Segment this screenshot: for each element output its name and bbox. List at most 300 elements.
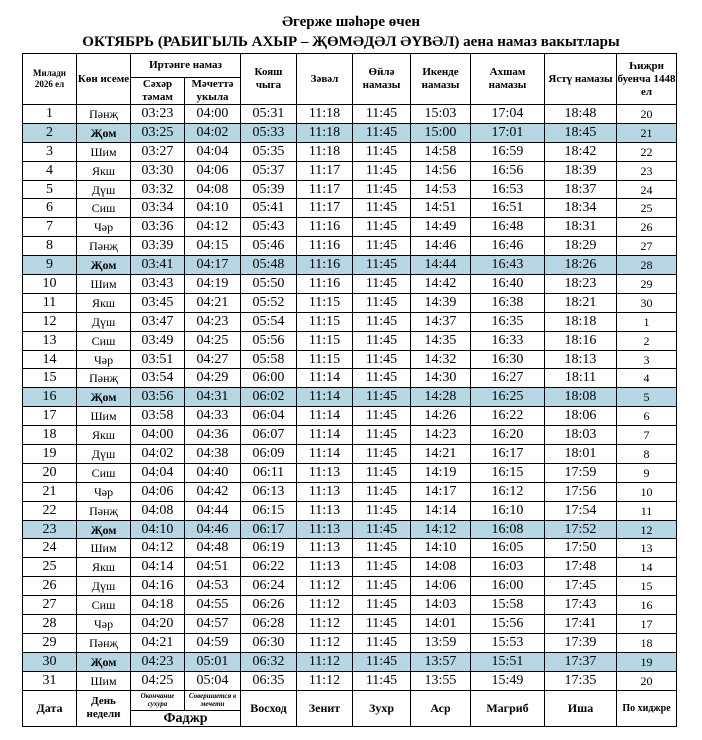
cell-date: 5 xyxy=(23,180,77,199)
cell-asr: 14:58 xyxy=(411,142,471,161)
cell-maghrib: 16:48 xyxy=(471,218,545,237)
cell-mosque: 05:01 xyxy=(185,652,241,671)
cell-day: Сиш xyxy=(77,331,131,350)
cell-suhur: 03:34 xyxy=(131,199,185,218)
cell-maghrib: 16:00 xyxy=(471,577,545,596)
cell-mosque: 04:04 xyxy=(185,142,241,161)
cell-dhuhr: 11:45 xyxy=(353,142,411,161)
cell-suhur: 03:36 xyxy=(131,218,185,237)
cell-zenith: 11:16 xyxy=(297,237,353,256)
cell-zenith: 11:13 xyxy=(297,463,353,482)
header-hijri: Һиҗри буенча 1448 ел xyxy=(617,54,677,105)
cell-day: Дүш xyxy=(77,312,131,331)
cell-sunrise: 05:31 xyxy=(241,105,297,124)
cell-hijri: 1 xyxy=(617,312,677,331)
cell-suhur: 03:49 xyxy=(131,331,185,350)
cell-hijri: 19 xyxy=(617,652,677,671)
cell-zenith: 11:17 xyxy=(297,199,353,218)
cell-sunrise: 05:54 xyxy=(241,312,297,331)
cell-isha: 17:50 xyxy=(545,539,617,558)
cell-suhur: 03:41 xyxy=(131,256,185,275)
cell-suhur: 03:47 xyxy=(131,312,185,331)
header-dhuhr: Өйлә намазы xyxy=(353,54,411,105)
cell-hijri: 20 xyxy=(617,105,677,124)
cell-hijri: 20 xyxy=(617,671,677,690)
cell-asr: 14:42 xyxy=(411,275,471,294)
cell-hijri: 7 xyxy=(617,426,677,445)
cell-zenith: 11:12 xyxy=(297,596,353,615)
cell-day: Шим xyxy=(77,671,131,690)
cell-maghrib: 16:12 xyxy=(471,482,545,501)
cell-mosque: 04:08 xyxy=(185,180,241,199)
cell-day: Шим xyxy=(77,142,131,161)
cell-sunrise: 06:15 xyxy=(241,501,297,520)
cell-zenith: 11:18 xyxy=(297,142,353,161)
cell-day: Чәр xyxy=(77,615,131,634)
cell-isha: 17:59 xyxy=(545,463,617,482)
cell-suhur: 04:04 xyxy=(131,463,185,482)
cell-mosque: 04:57 xyxy=(185,615,241,634)
cell-isha: 17:37 xyxy=(545,652,617,671)
header-zenith: Зәвәл xyxy=(297,54,353,105)
cell-mosque: 04:19 xyxy=(185,275,241,294)
cell-sunrise: 06:07 xyxy=(241,426,297,445)
cell-asr: 14:17 xyxy=(411,482,471,501)
table-row xyxy=(23,388,677,407)
cell-hijri: 16 xyxy=(617,596,677,615)
table-row xyxy=(23,596,677,615)
cell-asr: 15:00 xyxy=(411,123,471,142)
cell-hijri: 26 xyxy=(617,218,677,237)
cell-suhur: 03:23 xyxy=(131,105,185,124)
cell-sunrise: 05:37 xyxy=(241,161,297,180)
cell-day: Чәр xyxy=(77,350,131,369)
cell-mosque: 04:29 xyxy=(185,369,241,388)
cell-mosque: 04:17 xyxy=(185,256,241,275)
cell-day: Чәр xyxy=(77,482,131,501)
cell-date: 2 xyxy=(23,123,77,142)
cell-maghrib: 16:33 xyxy=(471,331,545,350)
cell-date: 23 xyxy=(23,520,77,539)
header-day: Көн исеме xyxy=(77,54,131,105)
cell-maghrib: 16:46 xyxy=(471,237,545,256)
cell-maghrib: 16:05 xyxy=(471,539,545,558)
cell-hijri: 29 xyxy=(617,275,677,294)
table-row xyxy=(23,633,677,652)
header-fajr-group: Иртәнге намаз xyxy=(131,54,241,78)
cell-asr: 14:44 xyxy=(411,256,471,275)
cell-mosque: 04:40 xyxy=(185,463,241,482)
cell-suhur: 04:25 xyxy=(131,671,185,690)
cell-sunrise: 05:46 xyxy=(241,237,297,256)
cell-date: 1 xyxy=(23,105,77,124)
cell-day: Шим xyxy=(77,539,131,558)
cell-dhuhr: 11:45 xyxy=(353,312,411,331)
cell-asr: 14:53 xyxy=(411,180,471,199)
cell-zenith: 11:12 xyxy=(297,615,353,634)
cell-sunrise: 06:30 xyxy=(241,633,297,652)
cell-day: Җом xyxy=(77,520,131,539)
cell-hijri: 8 xyxy=(617,445,677,464)
cell-mosque: 04:51 xyxy=(185,558,241,577)
cell-zenith: 11:12 xyxy=(297,577,353,596)
cell-day: Шим xyxy=(77,407,131,426)
cell-isha: 17:48 xyxy=(545,558,617,577)
cell-date: 4 xyxy=(23,161,77,180)
cell-dhuhr: 11:45 xyxy=(353,123,411,142)
cell-maghrib: 16:20 xyxy=(471,426,545,445)
header-isha: Ястү намазы xyxy=(545,54,617,105)
cell-maghrib: 16:08 xyxy=(471,520,545,539)
cell-dhuhr: 11:45 xyxy=(353,520,411,539)
cell-suhur: 04:02 xyxy=(131,445,185,464)
cell-asr: 14:01 xyxy=(411,615,471,634)
cell-isha: 18:08 xyxy=(545,388,617,407)
cell-day: Җом xyxy=(77,652,131,671)
cell-maghrib: 16:53 xyxy=(471,180,545,199)
cell-date: 30 xyxy=(23,652,77,671)
footer-isha: Иша xyxy=(545,690,617,726)
cell-dhuhr: 11:45 xyxy=(353,218,411,237)
cell-mosque: 04:23 xyxy=(185,312,241,331)
cell-date: 21 xyxy=(23,482,77,501)
table-row xyxy=(23,615,677,634)
cell-zenith: 11:14 xyxy=(297,426,353,445)
cell-sunrise: 06:00 xyxy=(241,369,297,388)
cell-isha: 17:52 xyxy=(545,520,617,539)
cell-mosque: 04:53 xyxy=(185,577,241,596)
cell-hijri: 6 xyxy=(617,407,677,426)
cell-maghrib: 15:49 xyxy=(471,671,545,690)
cell-zenith: 11:14 xyxy=(297,445,353,464)
cell-zenith: 11:16 xyxy=(297,275,353,294)
cell-day: Сиш xyxy=(77,199,131,218)
cell-date: 12 xyxy=(23,312,77,331)
cell-day: Җом xyxy=(77,123,131,142)
cell-suhur: 04:00 xyxy=(131,426,185,445)
cell-mosque: 04:55 xyxy=(185,596,241,615)
cell-day: Пәнҗ xyxy=(77,105,131,124)
cell-asr: 14:39 xyxy=(411,293,471,312)
cell-date: 8 xyxy=(23,237,77,256)
cell-zenith: 11:12 xyxy=(297,671,353,690)
cell-mosque: 04:36 xyxy=(185,426,241,445)
cell-maghrib: 16:17 xyxy=(471,445,545,464)
document-title: ОКТЯБРЬ (РАБИГЫЛЬ АХЫР – ҖӨМӘДӘЛ ӘҮВӘЛ) аена намаз вакытлары xyxy=(82,34,620,50)
footer-suhur-end: Окончание сухура xyxy=(131,690,185,710)
table-row xyxy=(23,199,677,218)
cell-hijri: 13 xyxy=(617,539,677,558)
cell-day: Җом xyxy=(77,388,131,407)
cell-asr: 14:51 xyxy=(411,199,471,218)
table-row xyxy=(23,312,677,331)
cell-dhuhr: 11:45 xyxy=(353,369,411,388)
cell-asr: 14:10 xyxy=(411,539,471,558)
cell-suhur: 03:45 xyxy=(131,293,185,312)
cell-hijri: 25 xyxy=(617,199,677,218)
cell-dhuhr: 11:45 xyxy=(353,633,411,652)
cell-mosque: 05:04 xyxy=(185,671,241,690)
cell-zenith: 11:13 xyxy=(297,501,353,520)
cell-dhuhr: 11:45 xyxy=(353,105,411,124)
cell-mosque: 04:38 xyxy=(185,445,241,464)
cell-sunrise: 06:04 xyxy=(241,407,297,426)
cell-isha: 17:45 xyxy=(545,577,617,596)
cell-sunrise: 06:28 xyxy=(241,615,297,634)
header-suhur: Сәхәр тәмам xyxy=(131,78,185,105)
table-row xyxy=(23,445,677,464)
cell-sunrise: 06:35 xyxy=(241,671,297,690)
cell-asr: 14:06 xyxy=(411,577,471,596)
cell-date: 27 xyxy=(23,596,77,615)
cell-dhuhr: 11:45 xyxy=(353,482,411,501)
cell-mosque: 04:33 xyxy=(185,407,241,426)
cell-dhuhr: 11:45 xyxy=(353,161,411,180)
cell-isha: 18:16 xyxy=(545,331,617,350)
cell-hijri: 27 xyxy=(617,237,677,256)
document-subtitle: Әгерже шәһәре өчен xyxy=(281,14,421,30)
cell-zenith: 11:13 xyxy=(297,539,353,558)
cell-isha: 18:03 xyxy=(545,426,617,445)
cell-dhuhr: 11:45 xyxy=(353,275,411,294)
cell-date: 16 xyxy=(23,388,77,407)
table-row xyxy=(23,652,677,671)
cell-date: 3 xyxy=(23,142,77,161)
cell-isha: 18:21 xyxy=(545,293,617,312)
cell-dhuhr: 11:45 xyxy=(353,350,411,369)
cell-isha: 18:01 xyxy=(545,445,617,464)
cell-date: 10 xyxy=(23,275,77,294)
table-row xyxy=(23,331,677,350)
table-row xyxy=(23,407,677,426)
cell-date: 28 xyxy=(23,615,77,634)
cell-hijri: 23 xyxy=(617,161,677,180)
cell-mosque: 04:10 xyxy=(185,199,241,218)
cell-hijri: 14 xyxy=(617,558,677,577)
cell-date: 25 xyxy=(23,558,77,577)
table-body xyxy=(23,105,677,691)
cell-day: Дүш xyxy=(77,445,131,464)
cell-asr: 14:03 xyxy=(411,596,471,615)
cell-hijri: 12 xyxy=(617,520,677,539)
cell-isha: 18:42 xyxy=(545,142,617,161)
cell-isha: 17:43 xyxy=(545,596,617,615)
cell-maghrib: 16:22 xyxy=(471,407,545,426)
cell-suhur: 03:32 xyxy=(131,180,185,199)
cell-dhuhr: 11:45 xyxy=(353,596,411,615)
cell-dhuhr: 11:45 xyxy=(353,615,411,634)
cell-maghrib: 16:51 xyxy=(471,199,545,218)
cell-sunrise: 05:35 xyxy=(241,142,297,161)
cell-zenith: 11:16 xyxy=(297,256,353,275)
cell-isha: 18:29 xyxy=(545,237,617,256)
cell-suhur: 03:25 xyxy=(131,123,185,142)
cell-sunrise: 05:41 xyxy=(241,199,297,218)
table-row xyxy=(23,350,677,369)
cell-day: Шим xyxy=(77,275,131,294)
table-row xyxy=(23,161,677,180)
cell-day: Сиш xyxy=(77,596,131,615)
cell-maghrib: 17:04 xyxy=(471,105,545,124)
table-row xyxy=(23,482,677,501)
cell-dhuhr: 11:45 xyxy=(353,445,411,464)
cell-maghrib: 16:27 xyxy=(471,369,545,388)
cell-zenith: 11:12 xyxy=(297,652,353,671)
cell-date: 24 xyxy=(23,539,77,558)
table-row xyxy=(23,671,677,690)
cell-suhur: 03:58 xyxy=(131,407,185,426)
footer-date: Дата xyxy=(23,690,77,726)
cell-sunrise: 06:26 xyxy=(241,596,297,615)
cell-hijri: 30 xyxy=(617,293,677,312)
cell-sunrise: 05:58 xyxy=(241,350,297,369)
cell-mosque: 04:00 xyxy=(185,105,241,124)
cell-isha: 18:18 xyxy=(545,312,617,331)
cell-suhur: 04:14 xyxy=(131,558,185,577)
prayer-times-table xyxy=(22,53,677,727)
cell-date: 31 xyxy=(23,671,77,690)
cell-isha: 17:39 xyxy=(545,633,617,652)
cell-sunrise: 05:39 xyxy=(241,180,297,199)
cell-isha: 18:26 xyxy=(545,256,617,275)
cell-maghrib: 16:40 xyxy=(471,275,545,294)
cell-isha: 17:41 xyxy=(545,615,617,634)
cell-date: 14 xyxy=(23,350,77,369)
cell-suhur: 04:08 xyxy=(131,501,185,520)
cell-hijri: 24 xyxy=(617,180,677,199)
cell-zenith: 11:15 xyxy=(297,350,353,369)
cell-asr: 14:23 xyxy=(411,426,471,445)
cell-isha: 18:48 xyxy=(545,105,617,124)
cell-hijri: 22 xyxy=(617,142,677,161)
cell-maghrib: 15:56 xyxy=(471,615,545,634)
cell-zenith: 11:17 xyxy=(297,161,353,180)
cell-dhuhr: 11:45 xyxy=(353,463,411,482)
cell-suhur: 04:10 xyxy=(131,520,185,539)
cell-asr: 15:03 xyxy=(411,105,471,124)
cell-suhur: 03:27 xyxy=(131,142,185,161)
cell-suhur: 03:43 xyxy=(131,275,185,294)
cell-dhuhr: 11:45 xyxy=(353,407,411,426)
header-sunrise: Кояш чыга xyxy=(241,54,297,105)
cell-mosque: 04:31 xyxy=(185,388,241,407)
cell-mosque: 04:46 xyxy=(185,520,241,539)
cell-suhur: 03:54 xyxy=(131,369,185,388)
cell-asr: 14:49 xyxy=(411,218,471,237)
cell-hijri: 4 xyxy=(617,369,677,388)
table-row xyxy=(23,275,677,294)
cell-suhur: 04:20 xyxy=(131,615,185,634)
cell-asr: 14:12 xyxy=(411,520,471,539)
cell-day: Якш xyxy=(77,161,131,180)
cell-isha: 18:11 xyxy=(545,369,617,388)
cell-suhur: 04:21 xyxy=(131,633,185,652)
cell-isha: 18:13 xyxy=(545,350,617,369)
cell-date: 17 xyxy=(23,407,77,426)
cell-day: Пәнҗ xyxy=(77,237,131,256)
cell-sunrise: 05:56 xyxy=(241,331,297,350)
footer-zenith: Зенит xyxy=(297,690,353,726)
cell-sunrise: 05:33 xyxy=(241,123,297,142)
cell-asr: 14:21 xyxy=(411,445,471,464)
cell-zenith: 11:13 xyxy=(297,520,353,539)
cell-hijri: 28 xyxy=(617,256,677,275)
table-row xyxy=(23,426,677,445)
cell-date: 11 xyxy=(23,293,77,312)
cell-dhuhr: 11:45 xyxy=(353,426,411,445)
cell-day: Дүш xyxy=(77,577,131,596)
cell-suhur: 03:39 xyxy=(131,237,185,256)
cell-sunrise: 06:24 xyxy=(241,577,297,596)
table-row xyxy=(23,142,677,161)
cell-sunrise: 05:52 xyxy=(241,293,297,312)
cell-date: 29 xyxy=(23,633,77,652)
cell-isha: 18:34 xyxy=(545,199,617,218)
cell-day: Җом xyxy=(77,256,131,275)
cell-date: 18 xyxy=(23,426,77,445)
cell-zenith: 11:14 xyxy=(297,369,353,388)
cell-isha: 18:23 xyxy=(545,275,617,294)
cell-dhuhr: 11:45 xyxy=(353,199,411,218)
cell-maghrib: 16:15 xyxy=(471,463,545,482)
cell-mosque: 04:42 xyxy=(185,482,241,501)
cell-isha: 18:31 xyxy=(545,218,617,237)
cell-maghrib: 15:58 xyxy=(471,596,545,615)
cell-dhuhr: 11:45 xyxy=(353,180,411,199)
cell-day: Чәр xyxy=(77,218,131,237)
cell-asr: 13:57 xyxy=(411,652,471,671)
cell-date: 15 xyxy=(23,369,77,388)
cell-suhur: 04:18 xyxy=(131,596,185,615)
table-row xyxy=(23,293,677,312)
cell-mosque: 04:15 xyxy=(185,237,241,256)
cell-maghrib: 16:43 xyxy=(471,256,545,275)
cell-dhuhr: 11:45 xyxy=(353,539,411,558)
table-row xyxy=(23,558,677,577)
cell-suhur: 04:16 xyxy=(131,577,185,596)
cell-isha: 17:35 xyxy=(545,671,617,690)
cell-asr: 14:28 xyxy=(411,388,471,407)
header-maghrib: Ахшам намазы xyxy=(471,54,545,105)
cell-hijri: 10 xyxy=(617,482,677,501)
cell-asr: 14:32 xyxy=(411,350,471,369)
table-row xyxy=(23,520,677,539)
cell-dhuhr: 11:45 xyxy=(353,388,411,407)
cell-sunrise: 06:13 xyxy=(241,482,297,501)
cell-day: Якш xyxy=(77,558,131,577)
table-row xyxy=(23,180,677,199)
cell-hijri: 2 xyxy=(617,331,677,350)
cell-sunrise: 06:17 xyxy=(241,520,297,539)
cell-mosque: 04:12 xyxy=(185,218,241,237)
cell-asr: 14:30 xyxy=(411,369,471,388)
cell-mosque: 04:02 xyxy=(185,123,241,142)
cell-suhur: 03:30 xyxy=(131,161,185,180)
cell-sunrise: 06:09 xyxy=(241,445,297,464)
cell-maghrib: 16:35 xyxy=(471,312,545,331)
footer-mosque-time: Совершается в мечети xyxy=(185,690,241,710)
cell-zenith: 11:14 xyxy=(297,407,353,426)
footer-asr: Аср xyxy=(411,690,471,726)
cell-day: Дүш xyxy=(77,180,131,199)
cell-asr: 14:19 xyxy=(411,463,471,482)
cell-isha: 18:06 xyxy=(545,407,617,426)
cell-mosque: 04:25 xyxy=(185,331,241,350)
cell-maghrib: 16:30 xyxy=(471,350,545,369)
table-row xyxy=(23,256,677,275)
cell-hijri: 11 xyxy=(617,501,677,520)
cell-suhur: 04:12 xyxy=(131,539,185,558)
